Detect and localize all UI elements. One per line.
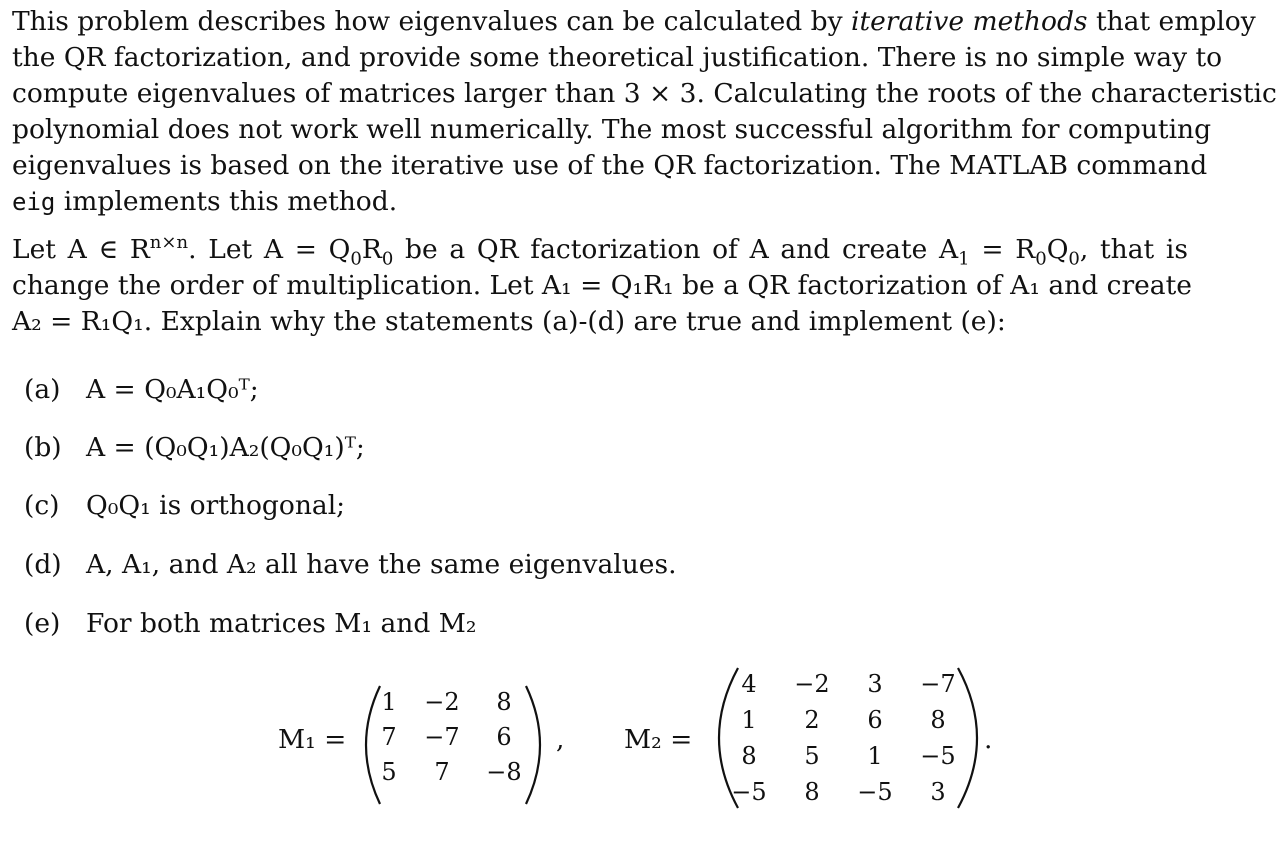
- setup-line-2: change the order of multiplication. Let A₁ = Q₁R₁ be a QR factorization of A₁ and create: [12, 270, 1192, 301]
- m2-cell: 6: [867, 706, 883, 734]
- m2-cell: −7: [920, 670, 956, 698]
- iterative-methods-emphasis: iterative methods: [851, 6, 1088, 37]
- statement-a: (a) A = Q₀A₁Q₀ᵀ;: [24, 374, 259, 405]
- m1-cell: 7: [381, 723, 397, 751]
- intro-line-3: compute eigenvalues of matrices larger than 3 × 3. Calculating the roots of the characteristic: [12, 78, 1277, 109]
- m2-cell: 8: [930, 706, 946, 734]
- m2-label: M₂ =: [624, 724, 693, 755]
- statement-d: (d) A, A₁, and A₂ all have the same eigenvalues.: [24, 549, 677, 580]
- statement-b: (b) A = (Q₀Q₁)A₂(Q₀Q₁)ᵀ;: [24, 432, 365, 463]
- m2-cell: −5: [920, 742, 956, 770]
- m2-cell: 4: [741, 670, 757, 698]
- m1-cell: −8: [486, 758, 522, 786]
- statement-c: (c) Q₀Q₁ is orthogonal;: [24, 490, 346, 521]
- m2-cell: 8: [741, 742, 757, 770]
- m1-cell: 8: [496, 688, 512, 716]
- m1-cell: −2: [424, 688, 460, 716]
- eig-command: eig: [12, 188, 56, 216]
- m2-cell: −2: [794, 670, 830, 698]
- intro-line-4: polynomial does not work well numerically. The most successful algorithm for computing: [12, 114, 1212, 145]
- intro-line-1: This problem describes how eigenvalues can be calculated by iterative methods that employ: [12, 6, 1256, 37]
- setup-line-3: A₂ = R₁Q₁. Explain why the statements (a)-(d) are true and implement (e):: [12, 306, 1006, 337]
- m2-cell: 2: [804, 706, 820, 734]
- m2-cell: −5: [731, 778, 767, 806]
- m2-cell: 3: [867, 670, 883, 698]
- m1-cell: −7: [424, 723, 460, 751]
- m2-cell: −5: [857, 778, 893, 806]
- intro-line-6: eig implements this method.: [12, 186, 398, 217]
- intro-line-5: eigenvalues is based on the iterative use of the QR factorization. The MATLAB command: [12, 150, 1208, 181]
- matrix-end-period: .: [984, 724, 993, 755]
- m1-cell: 5: [381, 758, 397, 786]
- setup-paragraph: [12, 232, 1192, 340]
- m2-cell: 1: [741, 706, 757, 734]
- intro-line-2: the QR factorization, and provide some theoretical justification. There is no simple way to: [12, 42, 1223, 73]
- m1-cell: 6: [496, 723, 512, 751]
- m2-cell: 3: [930, 778, 946, 806]
- m1-label: M₁ =: [278, 724, 347, 755]
- m2-cell: 1: [867, 742, 883, 770]
- m1-cell: 1: [381, 688, 397, 716]
- matrix-separator: ,: [556, 724, 565, 755]
- setup-line-1: Let A ∈ $R^{n\times n}$. Let $A = Q_0R_0$ be a QR factorization of A and create $A_1 = R_0Q_0$, that is: [12, 232, 1188, 270]
- problem-text: [12, 4, 1277, 340]
- m2-cell: 8: [804, 778, 820, 806]
- intro-paragraph: [12, 4, 1277, 220]
- matrix-display: [0, 660, 1280, 830]
- m2-cell: 5: [804, 742, 820, 770]
- m1-cell: 7: [434, 758, 450, 786]
- statement-e: (e) For both matrices M₁ and M₂: [24, 608, 477, 639]
